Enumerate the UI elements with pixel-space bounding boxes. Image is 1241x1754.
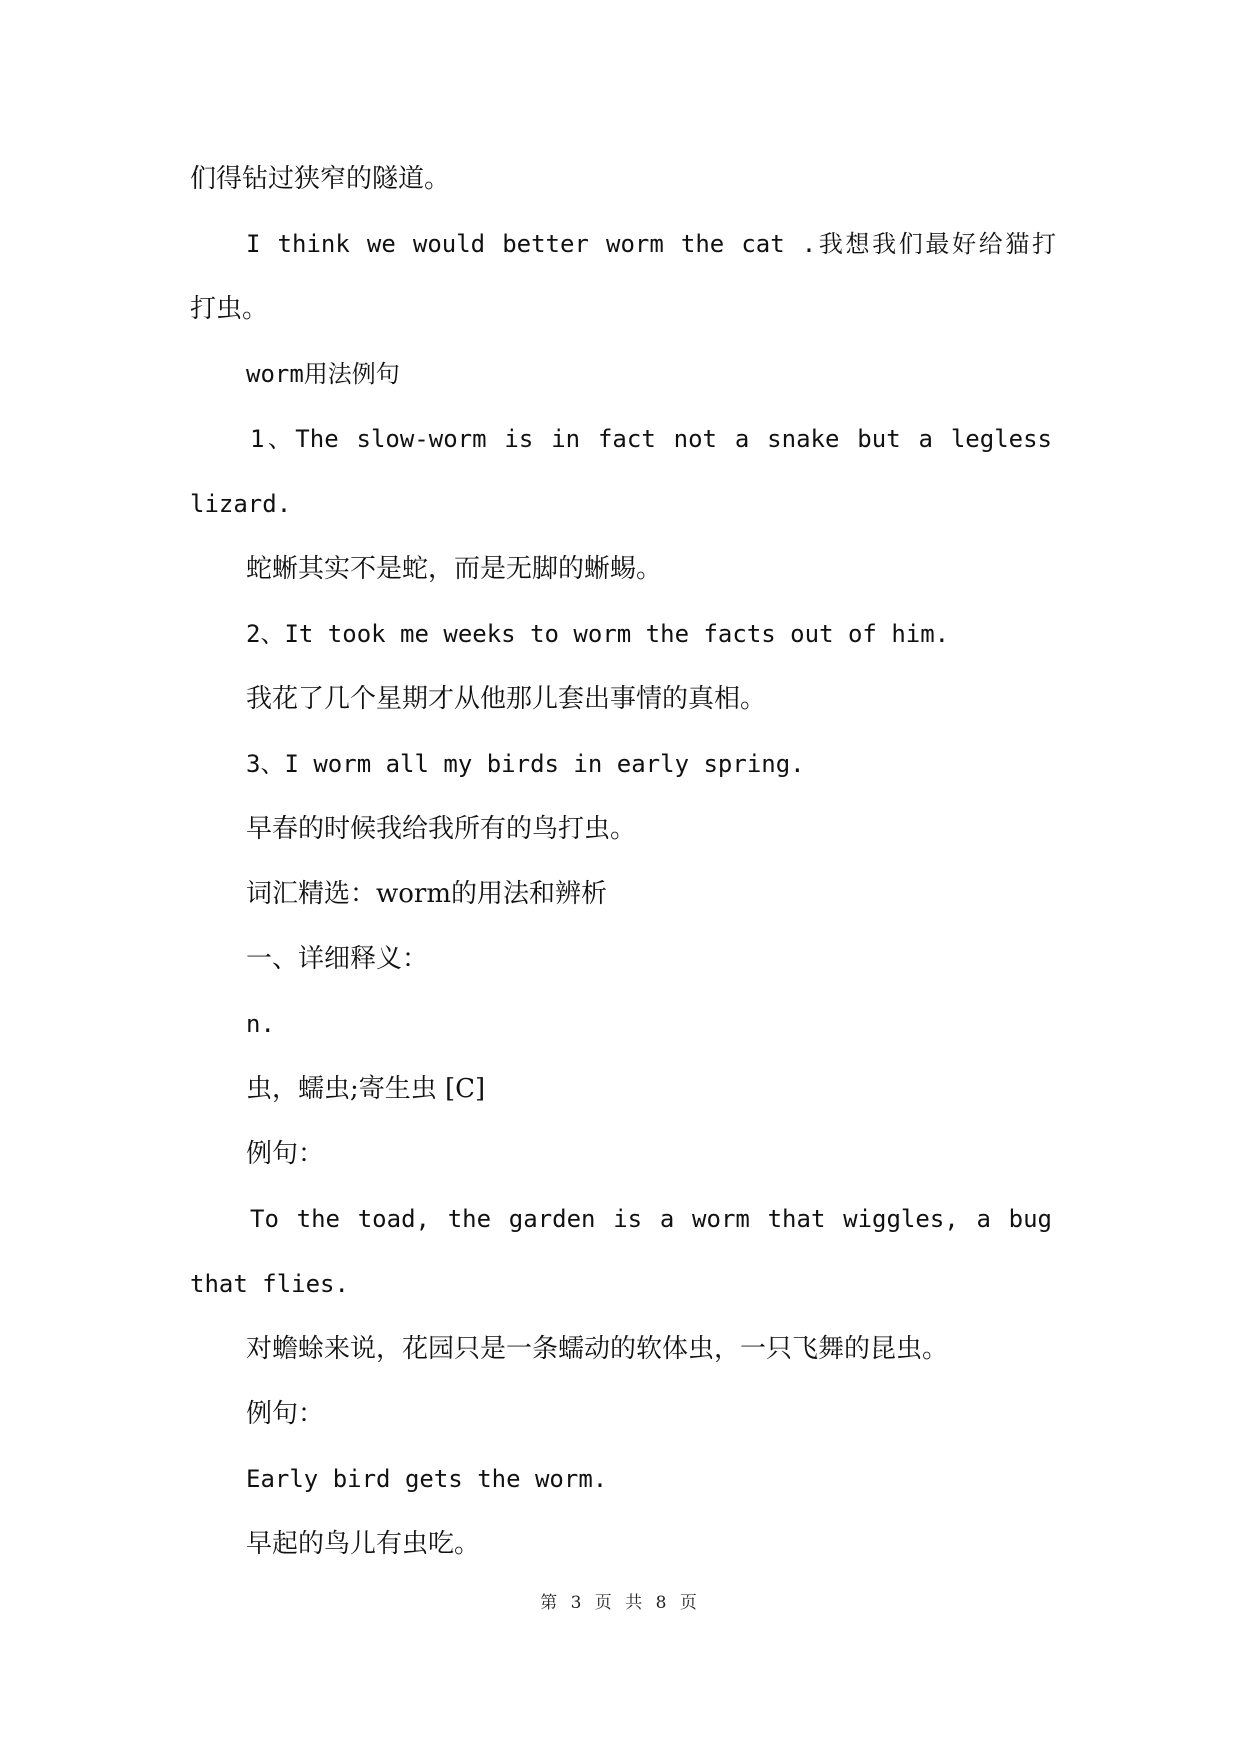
example-label: 例句： <box>246 1139 325 1169</box>
text-line: 3、I worm all my birds in early spring. <box>246 750 805 778</box>
text-line: lizard. <box>190 490 292 518</box>
text-line: To the toad, the garden is a worm that wiggles, a bug <box>250 1205 1052 1233</box>
text-line: I think we would better worm the cat .我想我们最好给猫打 <box>246 230 1056 258</box>
text-line: Early bird gets the worm. <box>246 1465 608 1493</box>
text-line: 们得钻过狭窄的隧道。 <box>190 164 451 194</box>
text-line: 我花了几个星期才从他那儿套出事情的真相。 <box>246 684 767 714</box>
definition: 虫，蠕虫;寄生虫 [C] <box>246 1074 486 1104</box>
text-line: 蛇蜥其实不是蛇，而是无脚的蜥蜴。 <box>246 554 663 584</box>
text-line: 对蟾蜍来说，花园只是一条蠕动的软体虫，一只飞舞的昆虫。 <box>246 1334 949 1364</box>
text-line: 2、It took me weeks to worm the facts out of him. <box>246 620 950 648</box>
text-line: that flies. <box>190 1270 349 1298</box>
text-line: 早春的时候我给我所有的鸟打虫。 <box>246 814 637 844</box>
text-line: 早起的鸟儿有虫吃。 <box>246 1529 481 1559</box>
text-line: 1、The slow-worm is in fact not a snake but a legless <box>250 425 1052 453</box>
page-footer: 第 3 页 共 8 页 <box>540 1593 701 1613</box>
example-label: 例句： <box>246 1399 325 1429</box>
text-line: 打虫。 <box>190 294 269 324</box>
part-of-speech: n. <box>246 1010 275 1038</box>
section-heading: 一、详细释义： <box>246 944 429 974</box>
section-heading: worm用法例句 <box>246 360 400 388</box>
section-heading: 词汇精选：worm的用法和辨析 <box>246 879 607 909</box>
